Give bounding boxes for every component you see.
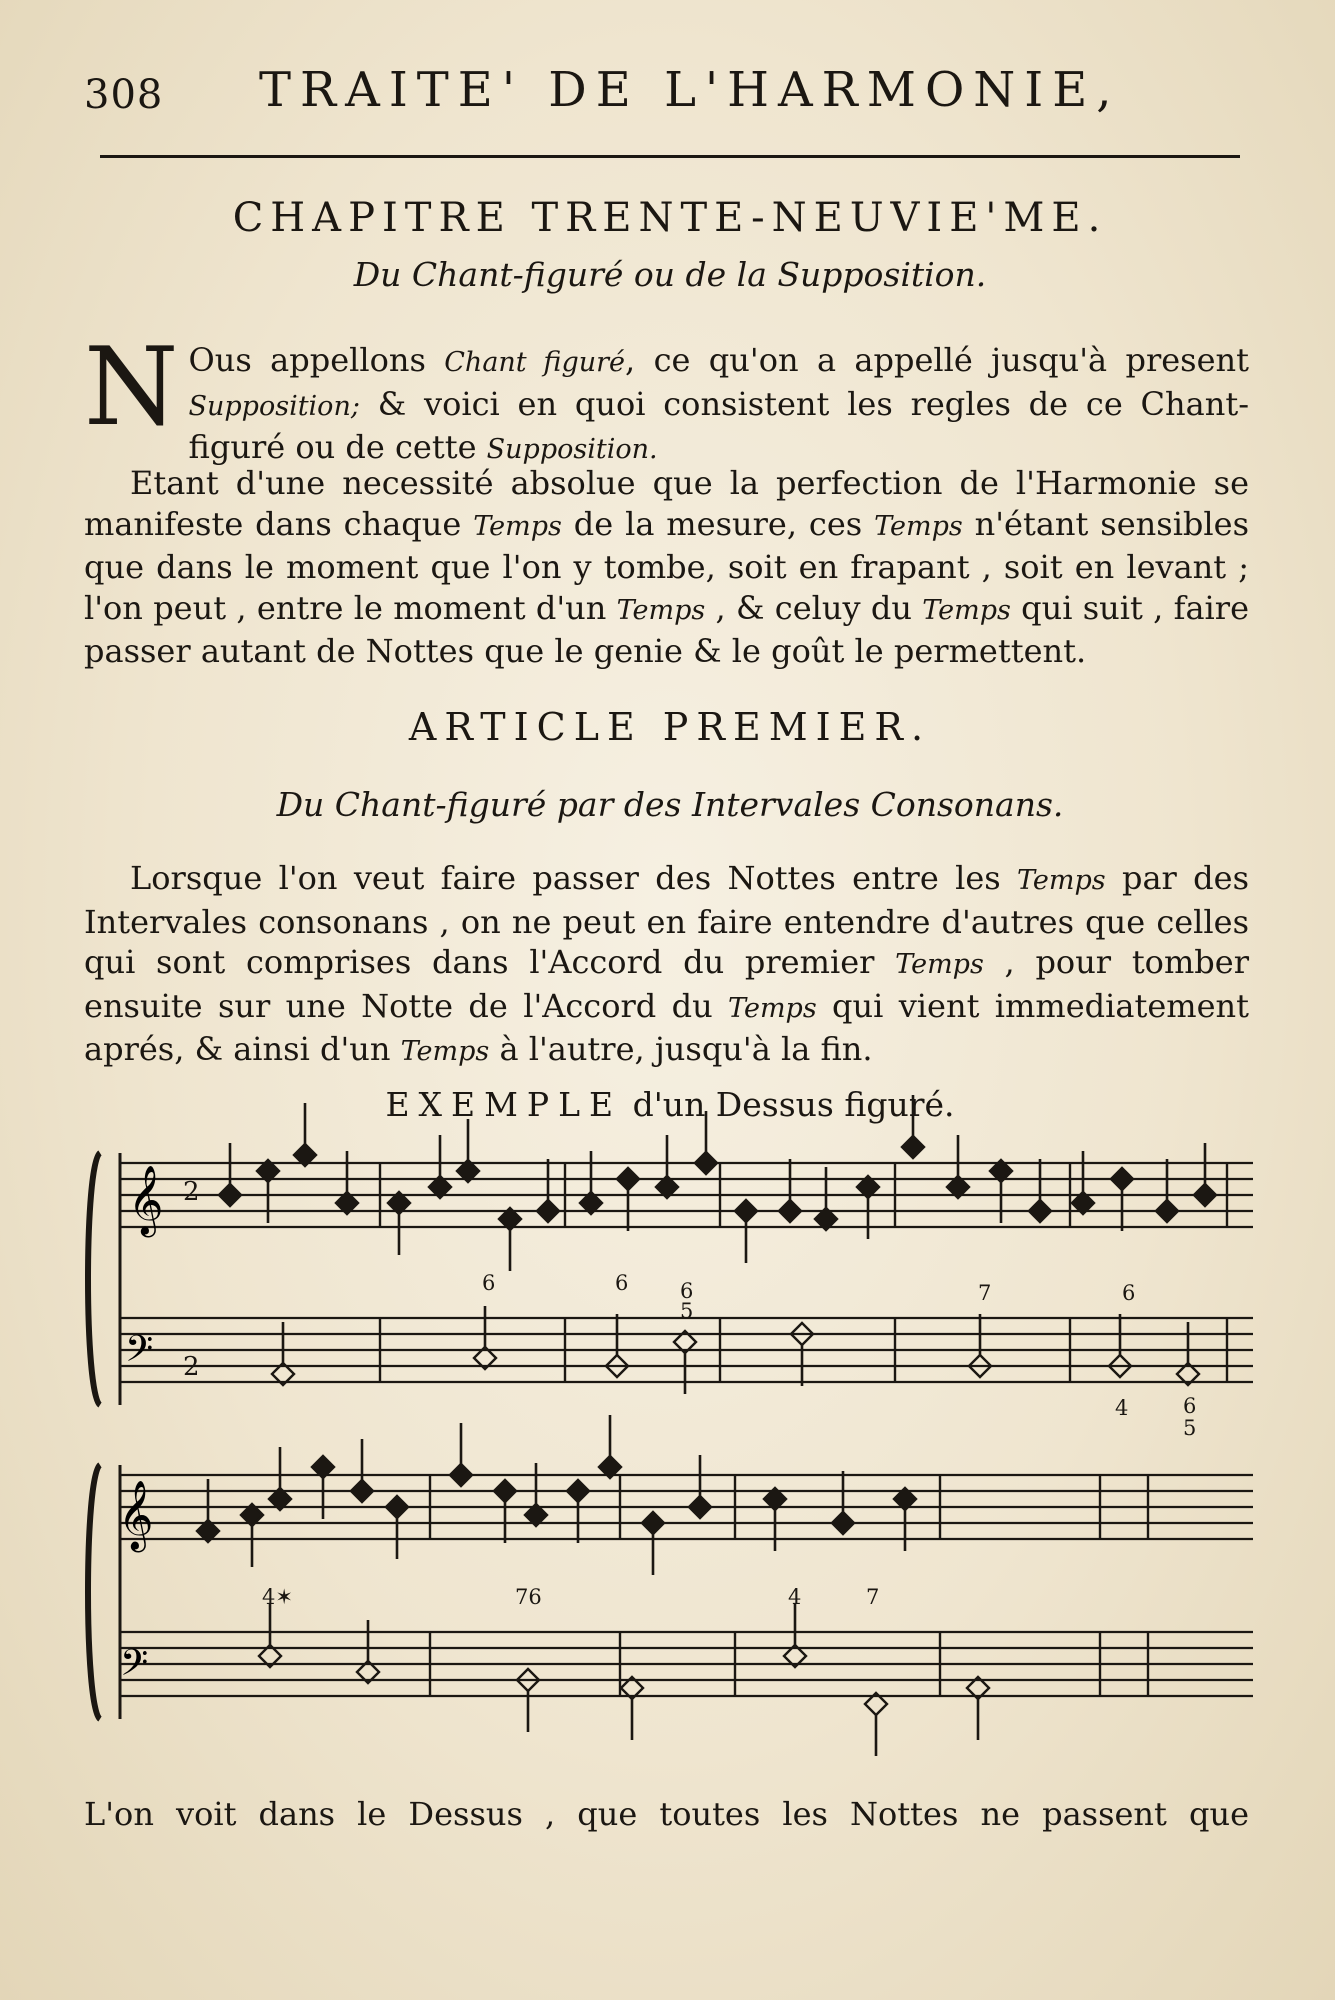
treble-note — [494, 1480, 516, 1502]
bass-clef-icon: 𝄢 — [125, 1328, 154, 1379]
figure-labels — [262, 1271, 1196, 1609]
treble-note — [294, 1144, 316, 1166]
bass-note — [517, 1669, 539, 1691]
page-number: 308 — [84, 72, 164, 118]
bass-note — [969, 1355, 991, 1377]
bass-note — [967, 1677, 989, 1699]
text-run: , ce qu'on a appellé jusqu'à present — [625, 341, 1249, 379]
treble-note — [599, 1456, 621, 1478]
treble-note — [269, 1488, 291, 1510]
bass-note — [1177, 1363, 1199, 1385]
footer-text: L'on voit dans le Dessus , que toutes les Nottes ne passent que — [84, 1795, 1249, 1833]
treble-note — [1194, 1184, 1216, 1206]
text-run: & voici en quoi consistent les regles de ce Chant-figuré ou de cette — [188, 384, 1249, 466]
treble-note — [197, 1520, 219, 1542]
italic-run: Temps — [1017, 865, 1106, 896]
italic-run: Temps — [922, 594, 1011, 626]
figured-bass-label: 5 — [1183, 1416, 1197, 1440]
treble-note — [450, 1464, 472, 1486]
treble-note — [429, 1176, 451, 1198]
treble-note — [525, 1504, 547, 1526]
treble-note — [537, 1200, 559, 1222]
treble-note — [336, 1192, 358, 1214]
figured-bass-label: 6 — [1183, 1394, 1197, 1418]
treble-note — [219, 1184, 241, 1206]
figured-bass-label: 4✶ — [262, 1585, 293, 1609]
figured-bass-label: 4 — [788, 1585, 802, 1609]
system-bracket — [88, 1153, 100, 1405]
italic-run: Chant figuré — [444, 347, 626, 378]
text-run: , pour tomber ensuite sur une Notte de l'Accord du — [84, 943, 1250, 1025]
treble-note — [312, 1456, 334, 1478]
treble-note — [779, 1200, 801, 1222]
bass-clef-icon: 𝄢 — [120, 1642, 149, 1693]
paragraph-2 — [84, 463, 1249, 672]
bass-note — [606, 1355, 628, 1377]
treble-note — [656, 1176, 678, 1198]
article-subtitle: Du Chant-figuré par des Intervales Consonans. — [276, 785, 1064, 824]
figured-bass-label: 6 — [680, 1279, 694, 1303]
example-heading-spaced: EXEMPLE — [385, 1085, 623, 1124]
bass-note — [784, 1645, 806, 1667]
text-run: Lorsque l'on veut faire passer des Nottes entre les — [130, 859, 1018, 897]
italic-run: Temps — [616, 594, 706, 626]
treble-clef-icon: 𝄞 — [128, 1165, 164, 1235]
treble-note — [1111, 1168, 1133, 1190]
header-rule — [100, 155, 1240, 158]
system-bracket — [88, 1465, 100, 1719]
staves — [88, 1153, 1253, 1719]
treble-note — [1072, 1192, 1094, 1214]
time-signature: 2 — [183, 1352, 200, 1382]
treble-note — [689, 1496, 711, 1518]
bass-note — [259, 1645, 281, 1667]
treble-note — [947, 1176, 969, 1198]
page-header — [84, 52, 1244, 122]
time-signature: 2 — [183, 1177, 200, 1207]
text-run: qui suit , faire passer autant de Nottes que le genie & le goût le permettent. — [84, 588, 1250, 670]
treble-note — [457, 1160, 479, 1182]
treble-note — [857, 1176, 879, 1198]
treble-note — [1156, 1200, 1178, 1222]
treble-note — [764, 1488, 786, 1510]
italic-run: Temps — [473, 510, 562, 542]
bass-note — [1109, 1355, 1131, 1377]
italic-run: Temps — [400, 1036, 490, 1067]
text-run: par des Intervales consonans , on ne peut en faire entendre d'autres que celles qui sont comprises dans l'Accord du premier — [84, 859, 1250, 981]
chapter-subtitle: Du Chant-figuré ou de la Supposition. — [353, 255, 987, 294]
treble-note — [815, 1208, 837, 1230]
text-run: Etant d'une necessité absolue que la perfection de l'Harmonie se manifeste dans chaque — [84, 464, 1249, 543]
bass-note — [272, 1363, 294, 1385]
paragraph-1 — [84, 325, 1249, 471]
chapter-title: CHAPITRE TRENTE-NEUVIE'ME. — [232, 195, 1108, 241]
text-run: qui vient immediatement aprés, & ainsi d'un — [84, 986, 1250, 1068]
italic-run: Temps — [895, 949, 984, 980]
figured-bass-label: 6 — [615, 1271, 629, 1295]
treble-note — [386, 1496, 408, 1518]
running-head: TRAITE' DE L'HARMONIE, — [259, 62, 1121, 118]
paragraph-3 — [84, 858, 1249, 1073]
treble-note — [351, 1480, 373, 1502]
italic-run: Temps — [728, 992, 817, 1024]
article-heading: ARTICLE PREMIER. — [408, 705, 932, 749]
treble-note — [257, 1160, 279, 1182]
treble-note — [902, 1136, 924, 1158]
figured-bass-label: 6 — [1122, 1281, 1136, 1305]
text-run: n'étant sensibles que dans le moment que l'on y tombe, soit en frapant , soit en levant ; l'on peut , entre le moment d'un — [84, 504, 1250, 627]
treble-note — [642, 1512, 664, 1534]
treble-clef-icon: 𝄞 — [118, 1480, 154, 1550]
figured-bass-label: 76 — [515, 1585, 542, 1609]
text-run: à l'autre, jusqu'à la fin. — [489, 1030, 873, 1068]
treble-note — [567, 1480, 589, 1502]
treble-note — [580, 1192, 602, 1214]
italic-run: Temps — [874, 510, 963, 542]
treble-note — [894, 1488, 916, 1510]
figured-bass-label: 6 — [482, 1271, 496, 1295]
figured-bass-label: 7 — [866, 1585, 880, 1609]
treble-note — [499, 1208, 521, 1230]
treble-note — [617, 1168, 639, 1190]
treble-note — [695, 1152, 717, 1174]
bass-note — [474, 1347, 496, 1369]
example-heading-rest: d'un Dessus figuré. — [622, 1085, 955, 1124]
bass-note — [621, 1677, 643, 1699]
text-run: , & celuy du — [705, 588, 923, 627]
treble-note — [735, 1200, 757, 1222]
figured-bass-label: 4 — [1115, 1396, 1129, 1420]
bass-note — [357, 1661, 379, 1683]
italic-run: Supposition. — [486, 434, 658, 465]
treble-note — [832, 1512, 854, 1534]
notes — [197, 1095, 1216, 1756]
text-run: de la mesure, ces — [561, 504, 875, 543]
treble-note — [388, 1192, 410, 1214]
example-heading — [100, 1085, 1240, 1124]
italic-run: Supposition; — [188, 390, 360, 422]
bass-note — [791, 1323, 813, 1345]
treble-note — [241, 1504, 263, 1526]
treble-note — [990, 1160, 1012, 1182]
bass-note — [674, 1331, 696, 1353]
figured-bass-label: 7 — [978, 1281, 992, 1305]
drop-cap: N — [84, 325, 179, 450]
text-run: Ous appellons — [188, 341, 445, 379]
treble-note — [1029, 1200, 1051, 1222]
bass-note — [865, 1693, 887, 1715]
figured-bass-label: 5 — [680, 1299, 694, 1323]
